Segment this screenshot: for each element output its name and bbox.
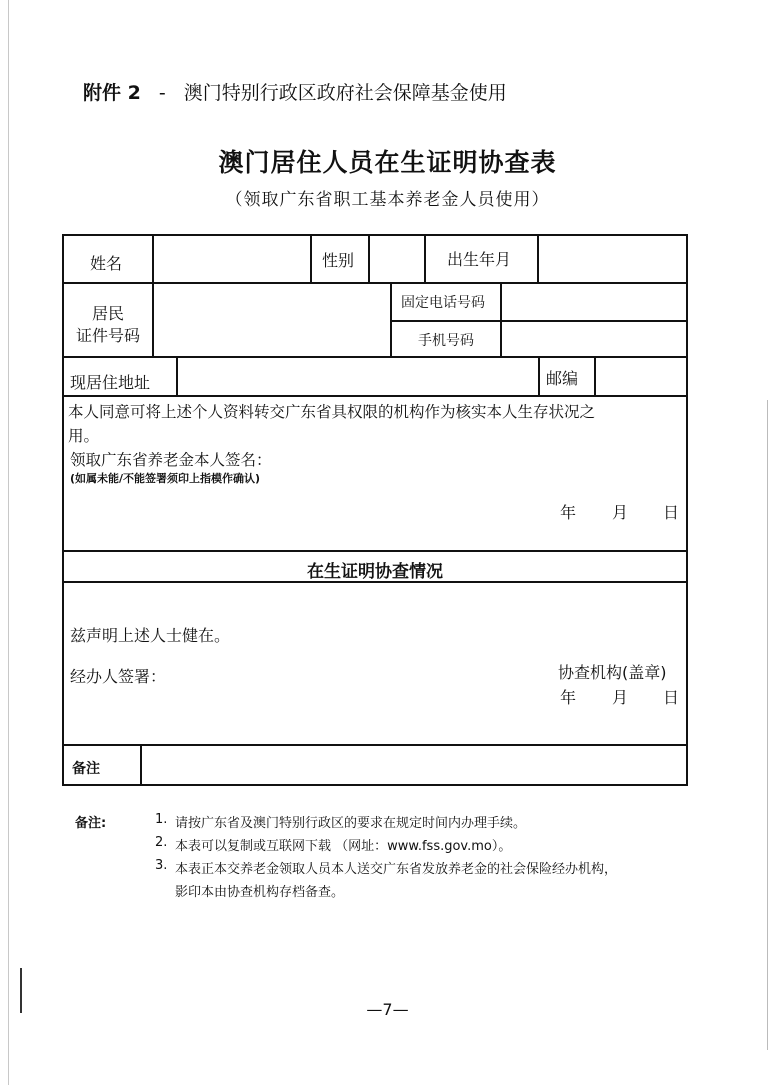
header-text: 澳门特别行政区政府社会保障基金使用 [183,82,507,104]
form-subtitle: （领取广东省职工基本养老金人员使用） [225,190,550,210]
date-day: 日 [663,503,680,522]
date-year: 年 [560,503,577,522]
row-divider [62,744,688,746]
cell-divider [594,356,596,397]
consent-statement: 本人同意可将上述个人资料转交广东省具权限的机构作为核实本人生存状况之 [68,403,596,421]
gender-label: 性别 [322,251,355,270]
name-label: 姓名 [90,254,123,273]
address-label: 现居住地址 [70,373,151,392]
header-separator: - [158,82,166,104]
consent-statement-continued: 用。 [68,427,100,445]
form-title: 澳门居住人员在生证明协查表 [218,148,557,177]
landline-label: 固定电话号码 [401,295,485,311]
declaration-text: 兹声明上述人士健在。 [70,626,231,645]
postcode-label: 邮编 [546,369,579,388]
note-2-text: 本表可以复制或互联网下载 （网址：www.fss.gov.mo）。 [175,839,512,854]
handler-signature-label: 经办人签署： [70,667,167,686]
scan-edge-right [767,400,768,1050]
note-3-text: 本表正本交养老金领取人员本人送交广东省发放养老金的社会保险经办机构， [175,862,618,877]
cell-divider [140,744,142,786]
cell-divider [310,234,312,284]
birth-date-label: 出生年月 [447,250,512,269]
section-title: 在生证明协查情况 [307,562,443,582]
date-day: 日 [663,688,680,707]
cell-divider [152,234,154,284]
note-1-text: 请按广东省及澳门特别行政区的要求在规定时间内办理手续。 [175,816,527,831]
cell-divider [176,356,178,397]
cell-divider [152,282,154,358]
cell-divider [500,282,502,358]
id-label-line2: 证件号码 [75,326,140,345]
mobile-label: 手机号码 [418,333,474,349]
table-border-right [686,234,688,786]
note-2-number: 2. [155,835,168,850]
cell-divider [368,234,370,284]
cell-divider [537,234,539,284]
page-number: —7— [366,1000,409,1019]
agency-seal-label: 协查机构(盖章) [558,663,667,682]
document-header [83,78,507,105]
remarks-label: 备注 [72,761,100,777]
cell-divider [538,356,540,397]
note-1-number: 1. [155,812,168,827]
phone-divider [390,320,688,322]
table-border-bottom [62,784,688,786]
table-border-left [62,234,64,786]
cell-divider [424,234,426,284]
date-month: 月 [612,688,629,707]
row-divider [62,282,688,284]
note-3-number: 3. [155,858,168,873]
cell-divider [390,282,392,358]
row-divider [62,550,688,552]
date-year: 年 [560,688,577,707]
note-3-text-continued: 影印本由协查机构存档备查。 [175,885,345,900]
notes-label: 备注: [75,816,107,831]
attachment-number: 附件 2 [83,82,141,104]
date-month: 月 [612,503,629,522]
signature-note: (如属未能/不能签署须印上指模作确认) [70,472,261,485]
id-number-label [66,303,150,347]
table-border-top [62,234,688,236]
id-label-line1: 居民 [91,304,124,323]
signature-label: 领取广东省养老金本人签名： [70,451,272,469]
